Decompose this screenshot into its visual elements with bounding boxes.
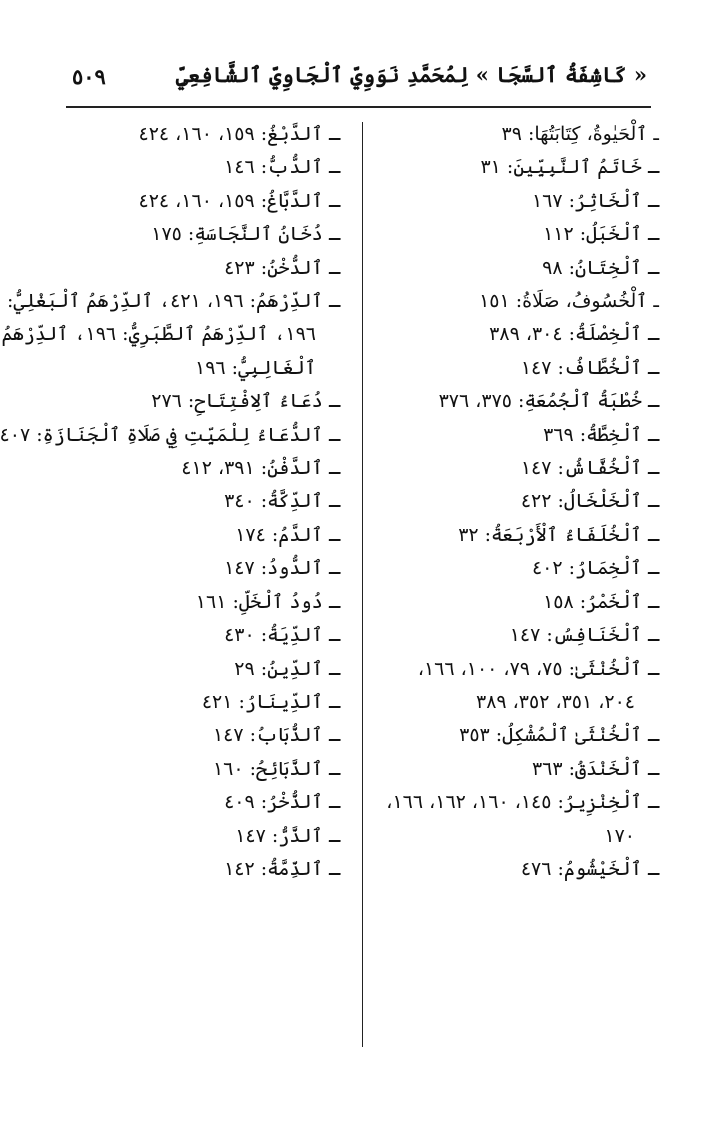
index-entry: ـ ٱلدِّينُ: ٢٩ [234,657,340,680]
index-entry-continuation: ٢٠٤، ٣٥١، ٣٥٢، ٣٨٩ [475,690,635,713]
index-entry: ـ ٱلدِّيَةُ: ٤٣٠ [224,624,340,647]
index-entry: ـ ٱلدُّبُّ: ١٤٦ [224,156,340,179]
index-entry: ـ ٱلذُّخْرُ: ٤٠٩ [224,791,340,814]
index-entry: ـ ٱلذَّبَائِحُ: ١٦٠ [212,757,340,780]
index-entry: ـ ٱلدِّكَّةُ: ٣٤٠ [224,490,340,513]
index-entry: ـ ٱلْخُنْثَىٰ: ٧٥، ٧٩، ١٠٠، ١٦٦، [417,657,659,680]
index-entry: ـ ٱلْخُفَّاشُ: ١٤٧ [520,457,659,480]
index-entry: ـ ٱلْخِمَارُ: ٤٠٢ [531,557,659,580]
index-entry: ـ ٱلْخُلَفَاءُ ٱلْأَرْبَعَةُ: ٣٢ [458,523,659,546]
index-entry: ـ ٱلْخُسُوفُ، صَلَاةُ: ١٥١ [479,290,659,313]
index-entry: ـ ٱلْحَيٰوةُ، كِتَابَتُهَا: ٣٩ [501,123,659,145]
page-number: ٥٠٩ [72,64,106,89]
index-entry: ـ ٱلْخَبَلُ: ١١٢ [543,223,659,246]
index-entry: ـ ٱلدِّينَارُ: ٤٢١ [201,690,340,713]
index-entry: ـ ٱلْخَنَافِسُ: ١٤٧ [509,624,659,647]
index-entry: ـ دُخَانُ ٱلنَّجَاسَةِ: ١٧٥ [151,223,340,246]
index-entry: ـ ٱلْخُطَّافُ: ١٤٧ [520,356,659,379]
index-entry: ـ ٱلدُّعَاءُ لِلْمَيِّتِ فِي صَلَاةِ ٱلْجَنَازَةِ: ٤٠٧ [0,423,340,446]
header-rule [66,106,651,108]
index-entry: ـ ٱلْخَلْخَالُ: ٤٢٢ [520,490,659,513]
index-entry-continuation: ١٩٦، ٱلدِّرْهَمُ ٱلطَّبَرِيُّ: ١٩٦، ٱلدِّرْهَمُ [1,323,316,346]
index-entry: ـ ٱلذُّبَابُ: ١٤٧ [212,724,340,747]
index-entry: ـ ٱلدَّبَّاغُ: ١٥٩، ١٦٠، ٤٢٤ [138,189,340,212]
index-entry: ـ خَاتَمُ ٱلنَّبِيِّينَ: ٣١ [480,156,659,179]
index-entry: ـ ٱلْخُنْثَىٰ ٱلْمُشْكِلُ: ٣٥٣ [459,724,659,747]
index-entry: ـ ٱلْخِنْزِيرُ: ١٤٥، ١٦٠، ١٦٢، ١٦٦، [386,791,659,814]
running-title: « كَاشِفَةُ ٱلسَّجَا » لِمُحَمَّدِ نَوَوِيِّ ٱلْجَاوِيِّ ٱلشَّافِعِيِّ [175,62,647,87]
index-entry: ـ خُطْبَةُ ٱلْجُمُعَةِ: ٣٧٥، ٣٧٦ [438,390,659,413]
page-header [72,62,647,102]
index-entry: ـ دُودُ ٱلْخَلِّ: ١٦١ [195,590,340,613]
index-entry: ـ ٱلْخَيْشُومُ: ٤٧٦ [520,857,659,880]
index-entry: ـ ٱلْخَنْدَقُ: ٣٦٣ [531,757,659,780]
index-entry: ـ ٱلْخَمْرُ: ١٥٨ [543,590,659,613]
index-entry: ـ ٱلدُّخْنُ: ٤٢٣ [224,256,340,279]
index-entry-continuation: ٱلْغَالِبِيُّ: ١٩٦ [195,356,316,379]
index-entry: ـ ٱلدَّبْغُ: ١٥٩، ١٦٠، ٤٢٤ [138,123,340,145]
index-column-right [379,118,659,886]
index-entry: ـ ٱلْخِصْلَةُ: ٣٠٤، ٣٨٩ [489,323,659,346]
index-entry-continuation: ١٧٠ [604,824,635,847]
index-column-left [0,118,340,886]
index-entry: ـ ٱلدَّمُ: ١٧٤ [235,523,340,546]
index-entry: ـ ٱلدُّودُ: ١٤٧ [224,557,340,580]
index-entry: ـ ٱلذَّرُّ: ١٤٧ [235,824,340,847]
index-entry: ـ ٱلذِّمَّةُ: ١٤٢ [224,857,340,880]
column-divider [362,122,363,1047]
index-entry: ـ دُعَاءُ ٱلِافْتِتَاحِ: ٢٧٦ [151,390,340,413]
index-entry: ـ ٱلدِّرْهَمُ: ١٩٦، ٤٢١، ٱلدِّرْهَمُ ٱلْبَغْلِيُّ: [6,290,340,313]
index-entry: ـ ٱلدَّفْنُ: ٣٩١، ٤١٢ [181,457,340,480]
index-entry: ـ ٱلْخَاثِرُ: ١٦٧ [531,189,659,212]
index-entry: ـ ٱلْخِطَّةُ: ٣٦٩ [543,423,659,446]
index-entry: ـ ٱلْخِتَانُ: ٩٨ [542,256,659,279]
